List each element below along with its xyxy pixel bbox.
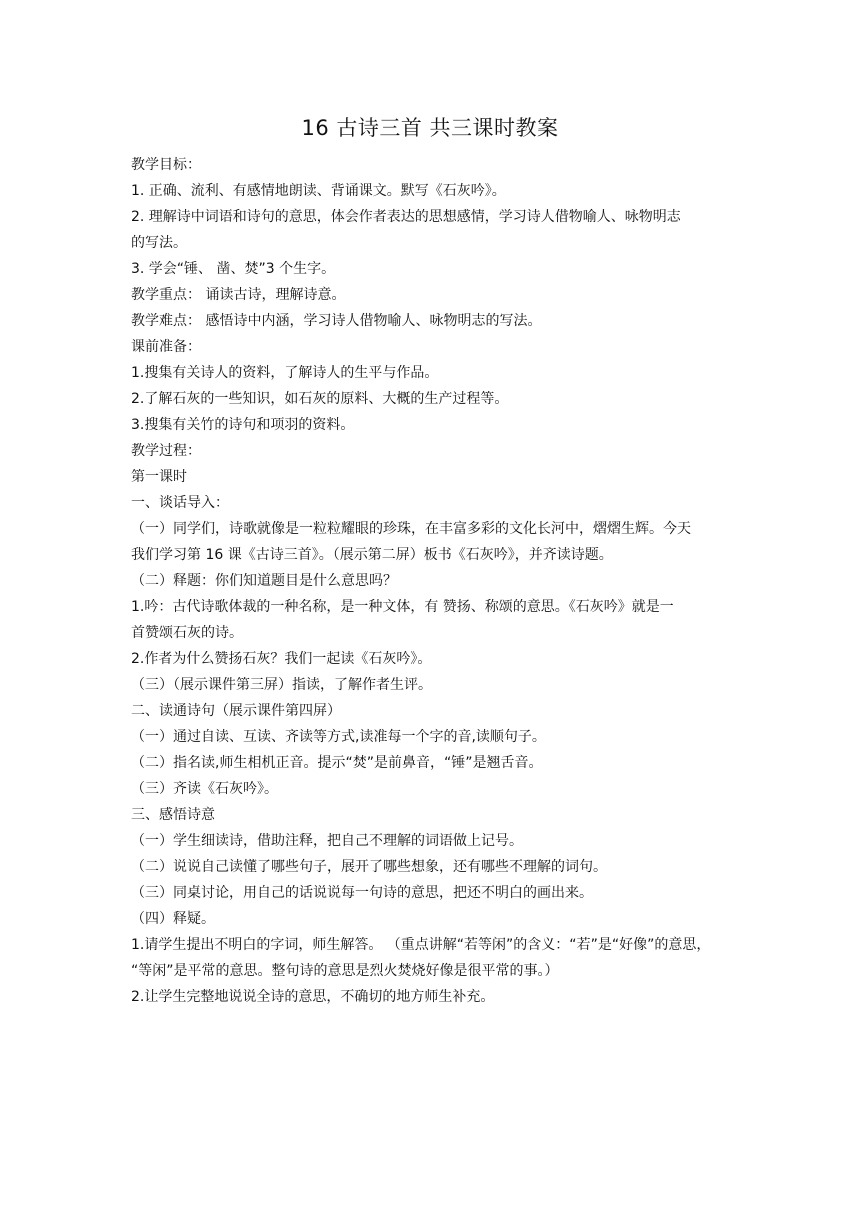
text-line: （二）说说自己读懂了哪些句子，展开了哪些想象，还有哪些不理解的词句。 (131, 859, 607, 875)
text-line: 首赞颂石灰的诗。 (131, 625, 243, 641)
text-line: “等闲”是平常的意思。整句诗的意思是烈火焚烧好像是很平常的事。） (131, 963, 559, 979)
text-line: （一）学生细读诗，借助注释，把自己不理解的词语做上记号。 (131, 833, 523, 849)
text-line: （三）同桌讨论，用自己的话说说每一句诗的意思，把还不明白的画出来。 (131, 885, 593, 901)
text-line: 第一课时 (131, 469, 187, 485)
text-line: 2.作者为什么赞扬石灰？我们一起读《石灰吟》。 (131, 651, 432, 667)
text-line: 教学目标： (131, 157, 201, 173)
text-line: （二）释题：你们知道题目是什么意思吗？ (131, 573, 397, 589)
text-line: （二）指名读,师生相机正音。提示“焚”是前鼻音，“锤”是翘舌音。 (131, 755, 543, 771)
text-line: 2.了解石灰的一些知识，如石灰的原料、大概的生产过程等。 (131, 391, 509, 407)
text-line: 1.搜集有关诗人的资料，了解诗人的生平与作品。 (131, 365, 439, 381)
text-line: 教学过程： (131, 443, 201, 459)
text-line: 一、谈话导入： (131, 495, 229, 511)
text-line: 的写法。 (131, 235, 187, 251)
document-body (131, 152, 731, 1010)
text-line: 三、感悟诗意 (131, 807, 215, 823)
text-line: 我们学习第 16 课《古诗三首》。（展示第二屏）板书《石灰吟》，并齐读诗题。 (131, 547, 613, 563)
text-line: 二、读通诗句（展示课件第四屏） (131, 703, 341, 719)
text-line: （三）（展示课件第三屏）指读，了解作者生评。 (131, 677, 432, 693)
text-line: 1. 正确、流利、有感情地朗读、背诵课文。默写《石灰吟》。 (131, 183, 506, 199)
text-line: （一）同学们，诗歌就像是一粒粒耀眼的珍珠，在丰富多彩的文化长河中，熠熠生辉。今天 (131, 521, 691, 537)
text-line: 教学重点： 诵读古诗，理解诗意。 (131, 287, 346, 303)
text-line: 1.吟：古代诗歌体裁的一种名称，是一种文体，有 赞扬、称颂的意思。《石灰吟》就是一 (131, 599, 674, 615)
text-line: 1.请学生提出不明白的字词，师生解答。 （重点讲解“若等闲”的含义：“若”是“好像”的意思， (131, 937, 711, 953)
document-title: 16 古诗三首 共三课时教案 (301, 116, 559, 140)
text-line: 3.搜集有关竹的诗句和项羽的资料。 (131, 417, 355, 433)
text-line: （四）释疑。 (131, 911, 215, 927)
text-line: 课前准备： (131, 339, 201, 355)
text-line: （三）齐读《石灰吟》。 (131, 781, 278, 797)
text-line: （一）通过自读、互读、齐读等方式,读准每一个字的音,读顺句子。 (131, 729, 546, 745)
text-line: 教学难点： 感悟诗中内涵，学习诗人借物喻人、咏物明志的写法。 (131, 313, 542, 329)
text-line: 2. 理解诗中词语和诗句的意思，体会作者表达的思想感情，学习诗人借物喻人、咏物明志 (131, 209, 681, 225)
text-line: 2.让学生完整地说说全诗的意思，不确切的地方师生补充。 (131, 989, 495, 1005)
text-line: 3. 学会“锤、 凿、焚”3 个生字。 (131, 261, 336, 277)
